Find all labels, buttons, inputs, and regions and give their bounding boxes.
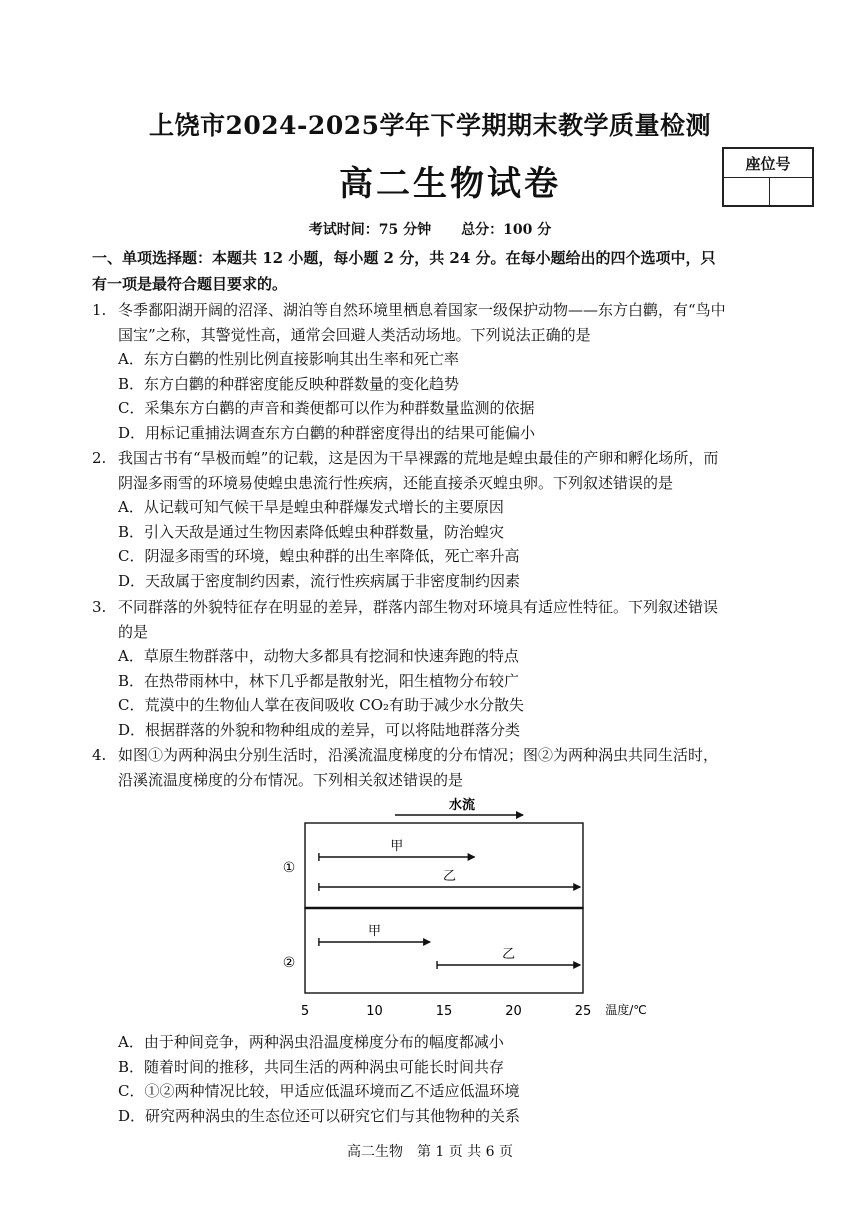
seat-number-box bbox=[722, 147, 814, 207]
range-bar-1-yi bbox=[319, 869, 580, 891]
page-footer: 高二生物 第 1 页 共 6 页 bbox=[346, 1144, 514, 1160]
question-stem: 我国古书有“旱极而蝗”的记载，这是因为干旱裸露的荒地是蝗虫最佳的产卵和孵化场所，而 bbox=[118, 449, 719, 467]
x-tick-label: 20 bbox=[505, 1004, 522, 1019]
section-heading-line1: 一、单项选择题：本题共 12 小题，每小题 2 分，共 24 分。在每小题给出的四个选项中，只 bbox=[92, 249, 716, 267]
range-label: 甲 bbox=[390, 839, 404, 854]
option-item: B．在热带雨林中，林下几乎都是散射光，阳生植物分布较广 bbox=[118, 672, 520, 690]
exam-subtitle: 高二生物试卷 bbox=[339, 164, 561, 204]
exam-time: 考试时间：75 分钟 bbox=[308, 222, 432, 238]
total-score: 总分：100 分 bbox=[461, 222, 552, 238]
question-stem: 国宝”之称，其警觉性高，通常会回避人类活动场地。下列说法正确的是 bbox=[118, 326, 591, 344]
question-stem: 沿溪流温度梯度的分布情况。下列相关叙述错误的是 bbox=[118, 771, 464, 789]
range-bar-2-yi bbox=[437, 947, 580, 969]
option-item: C．采集东方白鹳的声音和粪便都可以作为种群数量监测的依据 bbox=[118, 399, 535, 417]
question-stem: 不同群落的外貌特征存在明显的差异，群落内部生物对环境具有适应性特征。下列叙述错误 bbox=[118, 598, 719, 616]
x-tick-label: 15 bbox=[435, 1004, 453, 1019]
range-label: 甲 bbox=[367, 924, 382, 939]
option-item: D．天敌属于密度制约因素，流行性疾病属于非密度制约因素 bbox=[118, 572, 521, 590]
option-item: D．根据群落的外貌和物种组成的差异，可以将陆地群落分类 bbox=[118, 721, 521, 739]
range-bar-2-jia bbox=[319, 924, 430, 946]
question-number: 4. bbox=[92, 746, 107, 764]
question-number: 2. bbox=[92, 449, 107, 467]
range-label: 乙 bbox=[443, 869, 457, 884]
option-item: B．随着时间的推移，共同生活的两种涡虫可能长时间共存 bbox=[118, 1058, 505, 1076]
panel-1-label: ① bbox=[282, 860, 296, 876]
option-item: D．用标记重捕法调查东方白鹳的种群密度得出的结果可能偏小 bbox=[118, 424, 536, 442]
section-heading-line2: 有一项是最符合题目要求的。 bbox=[92, 275, 288, 293]
x-axis-unit: 温度/℃ bbox=[605, 1003, 647, 1017]
panel-2-frame bbox=[305, 908, 583, 993]
question-stem: 冬季鄱阳湖开阔的沼泽、湖泊等自然环境里栖息着国家一级保护动物——东方白鹳，有“鸟中 bbox=[118, 301, 726, 319]
option-item: A．从记载可知气候干旱是蝗虫种群爆发式增长的主要原因 bbox=[118, 498, 504, 516]
water-flow-label: 水流 bbox=[448, 798, 476, 813]
x-tick-label: 5 bbox=[300, 1004, 310, 1019]
seat-number-label: 座位号 bbox=[745, 155, 791, 173]
range-bar-1-jia bbox=[319, 839, 475, 861]
option-item: C．①②两种情况比较，甲适应低温环境而乙不适应低温环境 bbox=[118, 1082, 520, 1100]
option-item: D．研究两种涡虫的生态位还可以研究它们与其他物种的关系 bbox=[118, 1107, 521, 1125]
panel-2-label: ② bbox=[282, 955, 296, 971]
option-item: C．荒漠中的生物仙人掌在夜间吸收 CO₂有助于减少水分散失 bbox=[118, 696, 525, 714]
option-item: A．由于种间竞争，两种涡虫沿温度梯度分布的幅度都减小 bbox=[118, 1033, 504, 1051]
exam-title: 上饶市2024-2025学年下学期期末教学质量检测 bbox=[148, 111, 712, 140]
question-number: 3. bbox=[92, 598, 107, 616]
option-item: B．东方白鹳的种群密度能反映种群数量的变化趋势 bbox=[118, 375, 460, 393]
option-item: A．草原生物群落中，动物大多都具有挖洞和快速奔跑的特点 bbox=[118, 647, 519, 665]
panel-1-frame bbox=[305, 823, 583, 908]
question-number: 1. bbox=[92, 301, 107, 319]
distribution-figure bbox=[280, 795, 680, 1025]
x-tick-label: 25 bbox=[574, 1004, 592, 1019]
x-tick-label: 10 bbox=[366, 1004, 383, 1019]
seat-box-divider bbox=[724, 177, 812, 178]
exam-info bbox=[0, 219, 860, 239]
question-stem: 如图①为两种涡虫分别生活时，沿溪流温度梯度的分布情况；图②为两种涡虫共同生活时， bbox=[118, 746, 719, 764]
option-item: C．阴湿多雨雪的环境，蝗虫种群的出生率降低，死亡率升高 bbox=[118, 547, 520, 565]
seat-box-divider-vertical bbox=[769, 177, 770, 205]
option-item: B．引入天敌是通过生物因素降低蝗虫种群数量，防治蝗灾 bbox=[118, 523, 505, 541]
question-stem: 阴湿多雨雪的环境易使蝗虫患流行性疾病，还能直接杀灭蝗虫卵。下列叙述错误的是 bbox=[118, 474, 674, 492]
option-item: A．东方白鹳的性别比例直接影响其出生率和死亡率 bbox=[118, 350, 459, 368]
range-label: 乙 bbox=[502, 947, 516, 962]
question-stem: 的是 bbox=[118, 623, 149, 641]
